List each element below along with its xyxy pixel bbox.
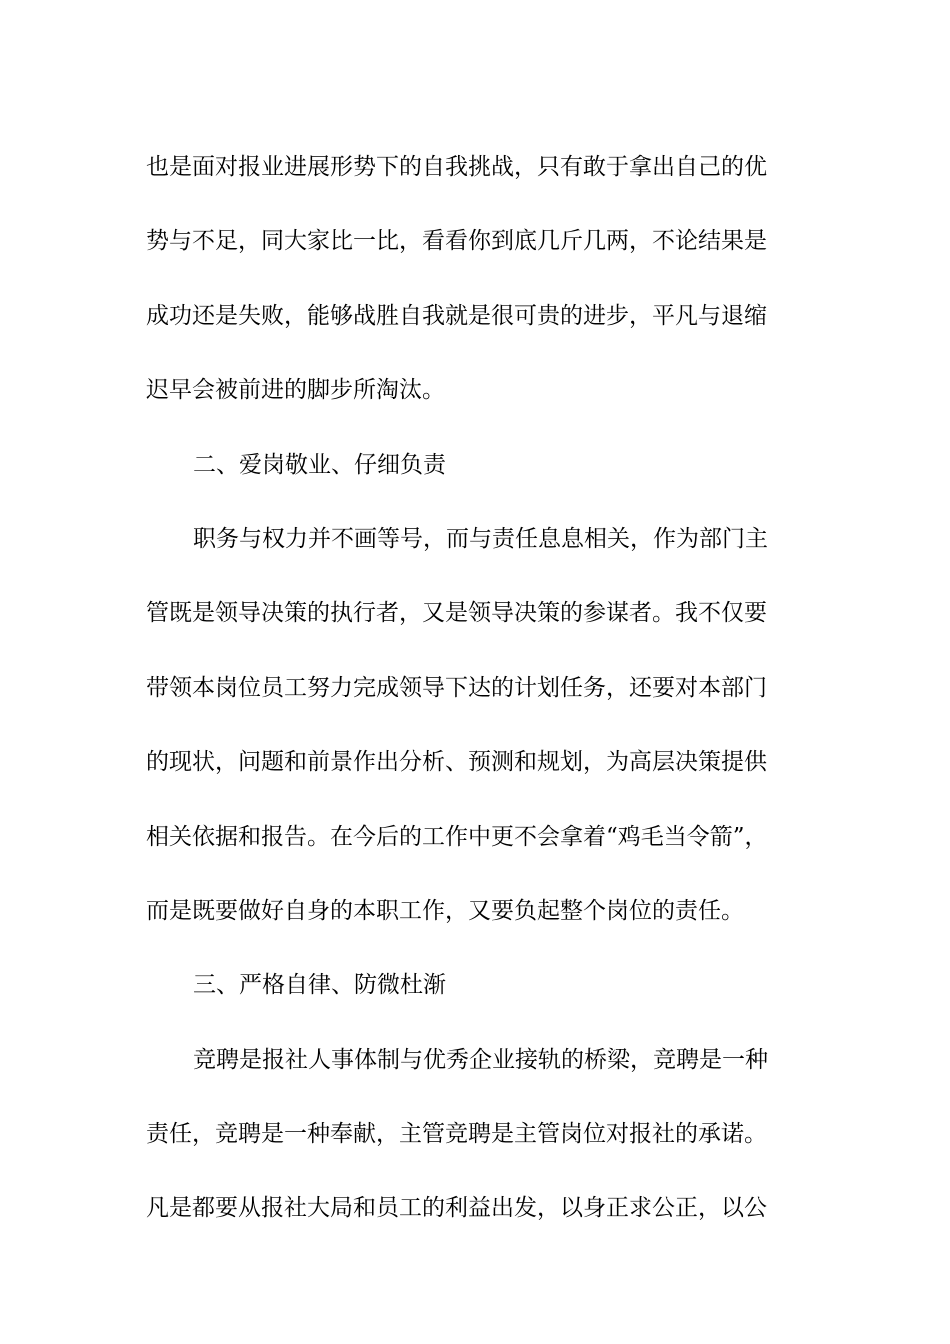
paragraph-line: 迟早会被前进的脚步所淘汰。 [146,377,445,404]
paragraph-line: 成功还是失败，能够战胜自我就是很可贵的进步，平凡与退缩 [146,302,767,329]
document-body [146,130,836,1246]
paragraph-line: 带领本岗位员工努力完成领导下达的计划任务，还要对本部门 [146,674,767,701]
paragraph-line: 势与不足，同大家比一比，看看你到底几斤几两，不论结果是 [146,228,767,255]
paragraph-line: 责任，竞聘是一种奉献，主管竞聘是主管岗位对报社的承诺。 [146,1121,767,1148]
paragraph-line: 而是既要做好自身的本职工作，又要负起整个岗位的责任。 [146,897,744,924]
paragraph-line: 职务与权力并不画等号，而与责任息息相关，作为部门主 [193,525,768,552]
paragraph-line: 竞聘是报社人事体制与优秀企业接轨的桥梁，竞聘是一种 [193,1046,768,1073]
paragraph-line: 的现状，问题和前景作出分析、预测和规划，为高层决策提供 [146,749,767,776]
paragraph-line: 凡是都要从报社大局和员工的利益出发，以身正求公正，以公 [146,1195,767,1222]
paragraph-line: 管既是领导决策的执行者，又是领导决策的参谋者。我不仅要 [146,600,767,627]
paragraph-line: 也是面对报业进展形势下的自我挑战，只有敢于拿出自己的优 [146,154,767,180]
section-heading-2: 二、爱岗敬业、仔细负责 [193,451,446,478]
paragraph-line: 相关依据和报告。在今后的工作中更不会拿着“鸡毛当令箭”， [146,823,768,850]
section-heading-3: 三、严格自律、防微杜渐 [193,972,446,999]
